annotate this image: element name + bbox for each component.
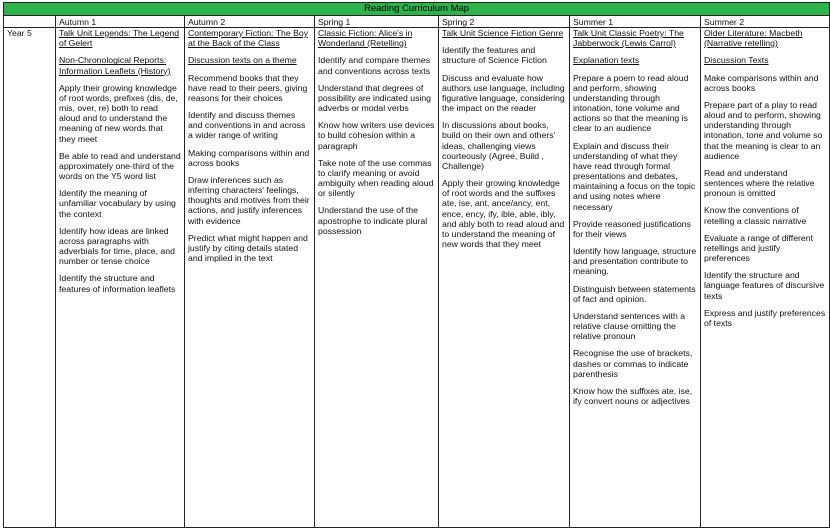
- table-title: Reading Curriculum Map: [4, 3, 830, 16]
- curriculum-table: [3, 2, 830, 528]
- unit-title: Older Literature: Macbeth (Narrative retelling): [704, 28, 803, 49]
- header-autumn-1: Autumn 1: [56, 16, 185, 28]
- objective-item: Identify and compare themes and conventions across texts: [318, 55, 431, 76]
- objective-item: Evaluate a range of different retellings and justify preferences: [704, 232, 813, 264]
- objective-item: Apply their growing knowledge of root words and the suffixes ate, ise, ant, ance/ancy, ent, ence, ency, ify, ible, able, ibly, and ably both to read aloud and to understand the meaning of new words that they meet: [442, 178, 565, 250]
- header-spring-2: Spring 2: [439, 16, 570, 28]
- header-row: [4, 16, 830, 28]
- row-label: Year 5: [4, 28, 56, 528]
- objective-item: Identify the structure and features of information leaflets: [59, 273, 176, 294]
- header-summer-2: Summer 2: [701, 16, 830, 28]
- unit-title: Contemporary Fiction: The Boy at the Back of the Class: [188, 28, 309, 49]
- cell-summer-1: [570, 28, 701, 528]
- unit-subtitle: Non-Chronological Reports: Information Leaflets (History): [59, 55, 171, 76]
- title-row: [4, 3, 830, 16]
- objective-item: Make comparisons within and across books: [704, 72, 819, 93]
- objective-item: Identify how language, structure and presentation contribute to meaning.: [573, 246, 697, 277]
- unit-subtitle: Discussion Texts: [704, 55, 769, 66]
- objective-item: Discuss and evaluate how authors use language, including figurative language, considering the impact on the reader: [442, 72, 565, 114]
- objective-item: Be able to read and understand approximately one-third of the words on the Y5 word list: [59, 150, 181, 182]
- objective-item: Identify how ideas are linked across paragraphs with adverbials for time, place, and number or tense choice: [59, 225, 175, 267]
- unit-title: Classic Fiction: Alice's in Wonderland (Retelling): [318, 28, 413, 49]
- objective-item: Distinguish between statements of fact and opinion.: [573, 283, 696, 304]
- objective-item: Provide reasoned justifications for their views: [573, 218, 691, 239]
- cell-spring-2: [439, 28, 570, 528]
- objective-item: Predict what might happen and justify by citing details stated and implied in the text: [188, 232, 308, 264]
- objective-item: Identify and discuss themes and conventions in and across a wider range of writing: [188, 110, 306, 141]
- cell-autumn-1: [56, 28, 185, 528]
- objective-item: Making comparisons within and across books: [188, 147, 310, 168]
- objective-item: Understand the use of the apostrophe to indicate plural possession: [318, 205, 428, 236]
- objective-item: Take note of the use commas to clarify meaning or avoid ambiguity when reading aloud or silently: [318, 157, 434, 199]
- objective-item: Draw inferences such as inferring characters' feelings, thoughts and motives from their actions, and justify inferences with evidence: [188, 174, 310, 226]
- objective-item: Prepare part of a play to read aloud and to perform, showing understanding through intonation, tone and volume so that the meaning is clear to an audience: [704, 99, 823, 161]
- objective-item: Identify the structure and language features of discursive texts: [704, 270, 825, 301]
- objective-item: Understand sentences with a relative clause omitting the relative pronoun: [573, 310, 686, 342]
- unit-subtitle: Explanation texts: [573, 55, 640, 66]
- objective-item: Prepare a poem to read aloud and perform, showing understanding through intonation, tone volume and actions so that the meaning is clear to an audience: [573, 72, 689, 134]
- header-autumn-2: Autumn 2: [185, 16, 315, 28]
- header-spring-1: Spring 1: [315, 16, 439, 28]
- objective-item: Identify the meaning of unfamiliar vocabulary by using the context: [59, 188, 176, 219]
- cell-spring-1: [315, 28, 439, 528]
- objective-item: Explain and discuss their understanding of what they have read through formal presentations and debates, maintaining a focus on the topic and using notes where necessary: [573, 140, 696, 212]
- unit-title: Talk Unit Legends: The Legend of Gelert: [59, 28, 180, 49]
- objective-item: Identify the features and structure of Science Fiction: [442, 45, 547, 66]
- unit-title: Talk Unit Classic Poetry: The Jabberwock (Lewis Carrol): [573, 28, 684, 49]
- cell-autumn-2: [185, 28, 315, 528]
- unit-title: Talk Unit Science Fiction Genre: [442, 28, 564, 38]
- objective-item: Know the conventions of retelling a classic narrative: [704, 205, 807, 226]
- objective-item: In discussions about books, build on their own and others' ideas, challenging views courteously (Agree, Build , Challenge): [442, 120, 556, 171]
- objective-item: Know how the suffixes ate, ise, ify convert nouns or adjectives: [573, 385, 693, 407]
- cell-summer-2: [701, 28, 830, 528]
- unit-subtitle: Discussion texts on a theme: [188, 55, 297, 66]
- objective-item: Express and justify preferences of texts: [704, 307, 826, 328]
- year-5-row: [4, 28, 830, 528]
- objective-item: Read and understand sentences where the relative pronoun is omitted: [704, 167, 815, 199]
- objective-item: Apply their growing knowledge of root words, prefixes (dis, de, mis, over, re) both to read aloud and to understand the meaning of new words that they meet: [59, 82, 178, 144]
- objective-item: Understand that degrees of possibility are indicated using adverbs or modal verbs: [318, 82, 432, 114]
- objective-item: Know how writers use devices to build cohesion within a paragraph: [318, 120, 435, 151]
- objective-item: Recommend books that they have read to their peers, giving reasons for their choices: [188, 72, 308, 103]
- header-cell: [4, 16, 56, 28]
- objective-item: Recognise the use of brackets, dashes or commas to indicate parenthesis: [573, 348, 693, 379]
- header-summer-1: Summer 1: [570, 16, 701, 28]
